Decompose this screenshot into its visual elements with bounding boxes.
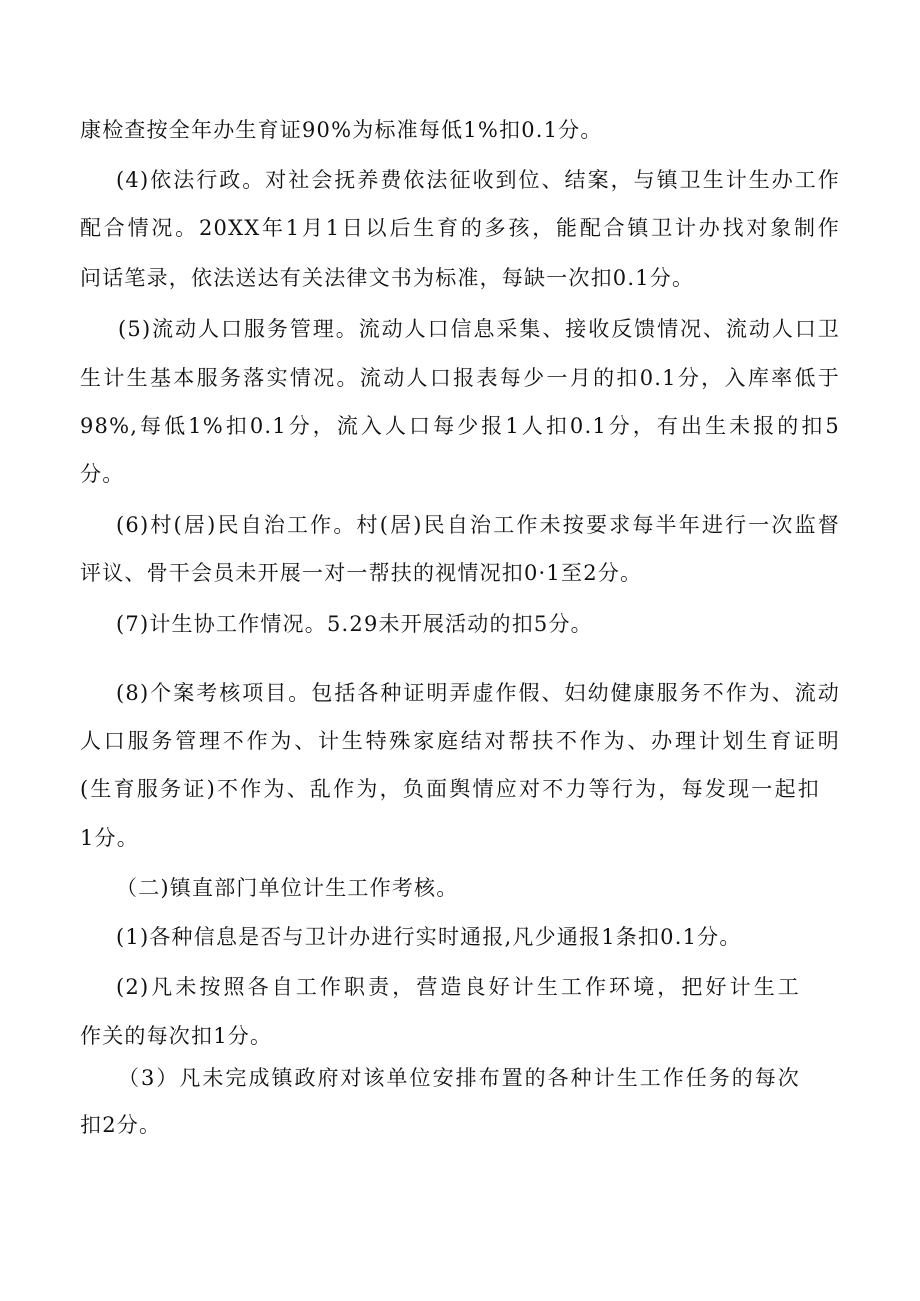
text-line-2: (4)依法行政。对社会抚养费依法征收到位、结案，与镇卫生计生办工作 (116, 168, 840, 192)
text-line-4: 问话笔录，依法送达有关法律文书为标准，每缺一次扣0.1分。 (80, 266, 695, 290)
section-heading: （二)镇直部门单位计生工作考核。 (116, 876, 459, 900)
text-line-7: 98%,每低1%扣0.1分，流入人口每少报1人扣0.1分，有出生未报的扣5 (80, 414, 840, 438)
text-line-10: 评议、骨干会员未开展一对一帮扶的视情况扣0·1至2分。 (80, 561, 643, 585)
text-line-1: 康检查按全年办生育证90%为标准每低1%扣0.1分。 (80, 118, 603, 142)
text-line-14: (生育服务证)不作为、乱作为，负面舆情应对不力等行为，每发现一起扣 (80, 777, 820, 801)
text-line-8: 分。 (80, 462, 125, 486)
text-line-12: (8)个案考核项目。包括各种证明弄虚作假、妇幼健康服务不作为、流动 (116, 681, 840, 705)
text-line-15: 1分。 (80, 826, 139, 850)
text-line-20: （3）凡未完成镇政府对该单位安排布置的各种计生工作任务的每次 (118, 1066, 800, 1090)
text-line-17: (1)各种信息是否与卫计办进行实时通报,凡少通报1条扣0.1分。 (116, 925, 742, 949)
text-line-13: 人口服务管理不作为、计生特殊家庭结对帮扶不作为、办理计划生育证明 (80, 729, 840, 753)
text-line-21: 扣2分。 (80, 1113, 162, 1137)
text-line-5: (5)流动人口服务管理。流动人口信息采集、接收反馈情况、流动人口卫 (118, 317, 840, 341)
text-line-11: (7)计生协工作情况。5.29未开展活动的扣5分。 (116, 612, 593, 636)
text-line-9: (6)村(居)民自治工作。村(居)民自治工作未按要求每半年进行一次监督 (116, 513, 840, 537)
text-line-3: 配合情况。20XX年1月1日以后生育的多孩，能配合镇卫计办找对象制作 (80, 216, 840, 240)
text-line-6: 生计生基本服务落实情况。流动人口报表每少一月的扣0.1分，入库率低于 (80, 366, 840, 390)
text-line-19: 作关的每次扣1分。 (80, 1024, 273, 1048)
text-line-18: (2)凡未按照各自工作职责，营造良好计生工作环境，把好计生工 (116, 975, 800, 999)
